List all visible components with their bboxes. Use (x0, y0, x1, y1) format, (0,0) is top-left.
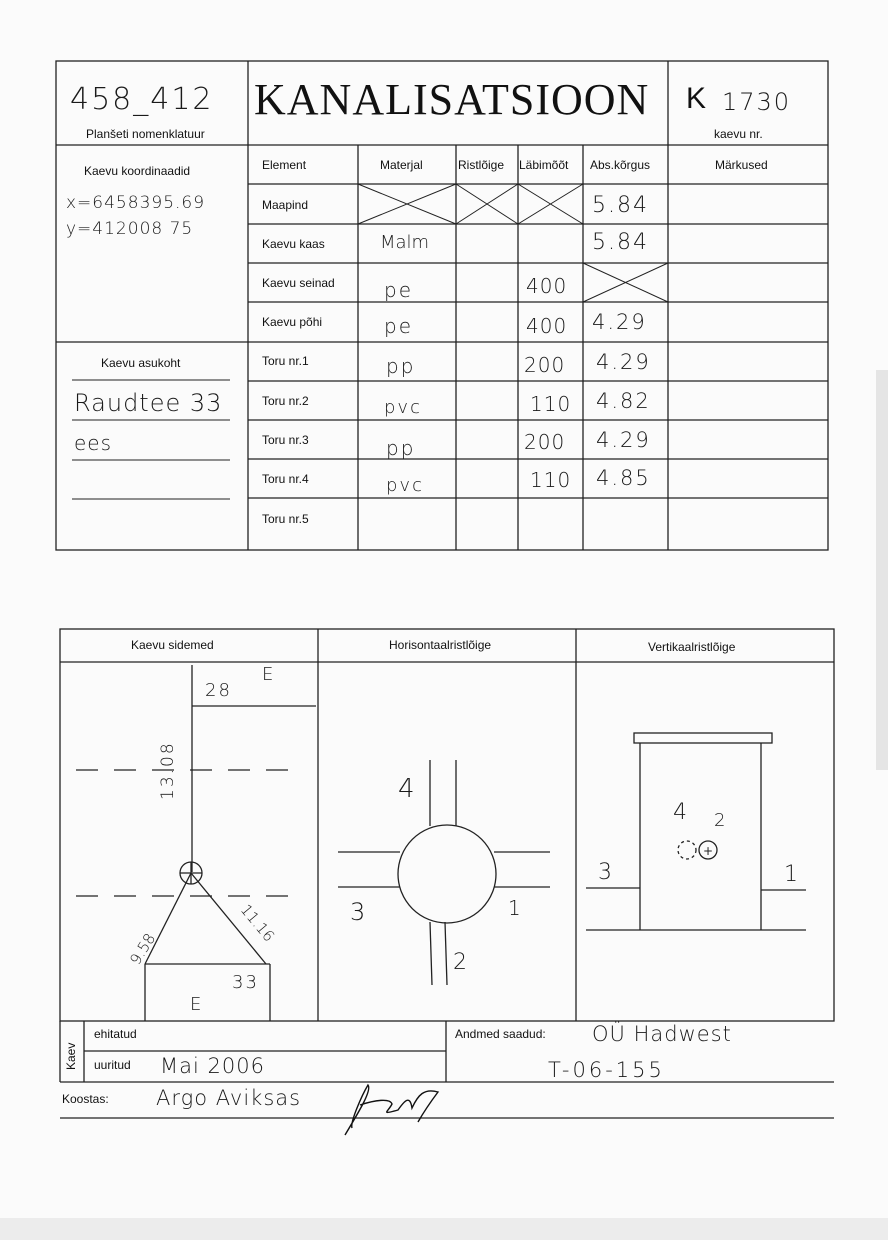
data-source-label: Andmed saadud: (455, 1027, 546, 1041)
v-pipe4-label: 4 (673, 800, 689, 825)
scan-bottom-edge (0, 1218, 888, 1240)
location-label: Kaevu asukoht (101, 356, 181, 370)
abs-height-cell: 4.82 (596, 389, 651, 413)
col-diameter: Läbimõõt (519, 158, 569, 172)
table-row-element: Kaevu põhi (262, 315, 323, 329)
material-cell: pp (386, 436, 416, 460)
abs-height-cell: 4.29 (592, 310, 647, 334)
diameter-cell: 110 (530, 468, 572, 492)
location-line1: Raudtee 33 (74, 389, 223, 417)
built-label: ehitatud (94, 1027, 137, 1041)
table-row-element: Toru nr.3 (262, 433, 309, 447)
ties-header: Kaevu sidemed (131, 638, 214, 652)
abs-height-cell: 4.29 (596, 350, 651, 374)
abs-height-cell: 4.85 (596, 466, 651, 490)
h-pipe4-label: 4 (398, 774, 417, 804)
material-cell: pe (384, 314, 413, 338)
data-source-code: T-06-155 (548, 1058, 665, 1082)
v-pipe1-label: 1 (784, 862, 800, 887)
vertical-section-sketch (586, 733, 806, 930)
form-title: KANALISATSIOON (254, 75, 650, 124)
ties-sketch (76, 665, 316, 1021)
horizontal-header: Horisontaalristlõige (389, 638, 492, 652)
plan-number: 458_412 (70, 82, 214, 117)
tie-right-distance: 11.16 (236, 900, 279, 946)
table-row-element: Toru nr.1 (262, 354, 309, 368)
material-cell: pp (386, 354, 416, 378)
h-pipe3-label: 3 (350, 898, 368, 926)
table-row-element: Toru nr.2 (262, 394, 309, 408)
data-source-value: OÜ Hadwest (592, 1022, 732, 1046)
v-pipe3-label: 3 (598, 860, 614, 885)
col-remarks: Märkused (715, 158, 768, 172)
scan-edge-shadow (876, 370, 888, 770)
col-material: Materjal (380, 158, 423, 172)
tie-top-distance: 28 (205, 680, 232, 701)
abs-height-cell: 5.84 (592, 230, 649, 255)
coord-x: x=6458395.69 (66, 193, 206, 213)
col-element: Element (262, 158, 307, 172)
table-row-element: Maapind (262, 198, 309, 212)
v-pipe2-label: 2 (714, 810, 728, 831)
vertical-header: Vertikaalristlõige (648, 640, 736, 654)
diameter-cell: 200 (524, 353, 566, 377)
author-value: Argo Aviksas (156, 1086, 302, 1110)
h-pipe2-label: 2 (453, 950, 469, 975)
col-cross-section: Ristlõige (458, 158, 505, 172)
well-label: kaevu nr. (714, 127, 763, 141)
tie-left-distance: 9.58 (126, 930, 160, 968)
k-letter: K (686, 82, 707, 115)
diameter-cell: 110 (530, 392, 572, 416)
side-label: Kaev (64, 1042, 78, 1070)
h-pipe1-label: 1 (508, 896, 523, 920)
table-row-element: Toru nr.4 (262, 472, 309, 486)
abs-height-cell: 4.29 (596, 428, 651, 452)
location-line2: ees (74, 431, 113, 455)
material-cell: pvc (384, 397, 422, 418)
tie-bottom-distance: 33 (232, 972, 259, 993)
surveyed-value: Mai 2006 (160, 1054, 265, 1078)
signature-mark (345, 1085, 438, 1135)
diameter-cell: 400 (526, 314, 568, 338)
author-label: Koostas: (62, 1092, 109, 1106)
surveyed-label: uuritud (94, 1058, 131, 1072)
tie-bottom-letter: E (190, 994, 204, 1015)
tie-vertical-distance: 13.08 (158, 741, 178, 800)
material-cell: pvc (386, 475, 424, 496)
table-row-element: Kaevu seinad (262, 276, 335, 290)
abs-height-cell: 5.84 (592, 193, 649, 218)
tie-top-letter: E (262, 664, 276, 685)
svg-text:+: + (702, 844, 714, 858)
diameter-cell: 400 (526, 274, 568, 298)
col-abs-height: Abs.kõrgus (590, 158, 651, 172)
diameter-cell: 200 (524, 430, 566, 454)
table-row-element: Toru nr.5 (262, 512, 309, 526)
well-number: 1730 (722, 88, 792, 116)
horizontal-section-sketch (338, 760, 550, 985)
material-cell: Malm (380, 232, 430, 253)
table-row-element: Kaevu kaas (262, 237, 325, 251)
coord-y: y=412008 75 (66, 219, 194, 239)
material-cell: pe (384, 278, 413, 302)
coords-label: Kaevu koordinaadid (84, 164, 191, 178)
plan-label: Planšeti nomenklatuur (86, 127, 205, 141)
